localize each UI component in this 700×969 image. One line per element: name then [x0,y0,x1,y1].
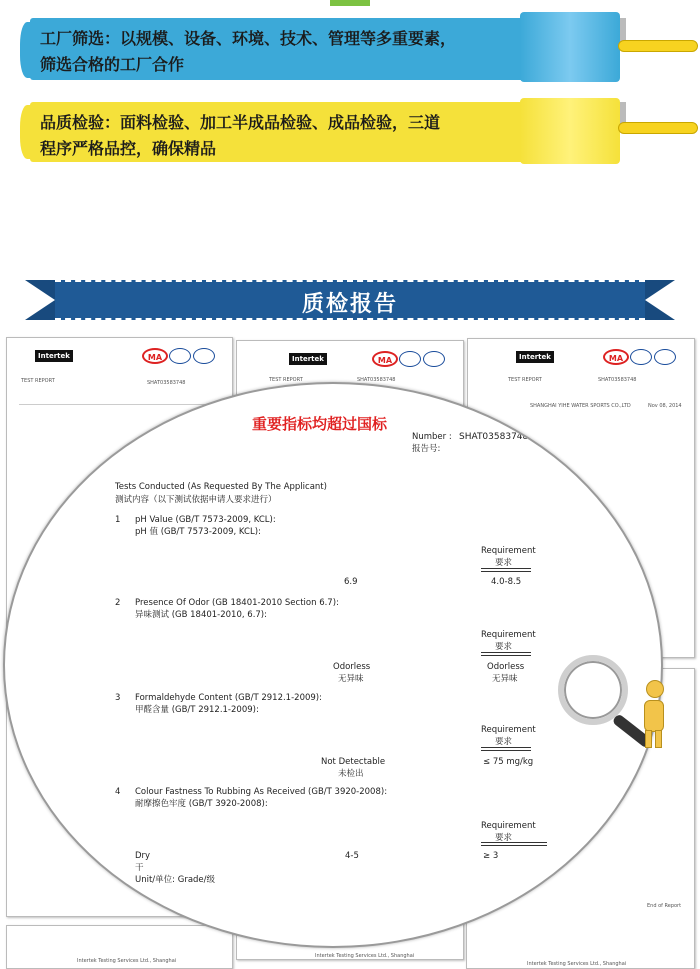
factory-screening-banner [30,18,550,80]
report-sheet [6,925,233,969]
requirement-label-cn: 要求 [495,642,513,652]
intertek-logo: Intertek [35,350,73,362]
sheet-number: SHAT03583748 [357,377,396,383]
requirement-label-cn: 要求 [495,833,513,843]
paint-roller-blue-icon [520,12,620,82]
cma-mark-icon: MA [603,349,629,365]
quality-banner-line1: 品质检验：面料检验、加工半成品检验、成品检验，三道 [40,113,441,132]
test-number: 3 [115,693,121,703]
test-name: Presence Of Odor (GB 18401-2010 Section 6.7): [135,598,339,608]
row-label-cn: 干 [135,863,144,873]
sheet-footer: Intertek Testing Services Ltd., Shanghai [315,953,415,959]
requirement-label: Requirement [481,546,536,556]
test-requirement: ≥ 3 [483,851,499,861]
cnas-mark-icon [654,349,676,365]
ilac-mark-icon [399,351,421,367]
roller-handle-icon [618,40,698,52]
requirement-label: Requirement [481,725,536,735]
test-result: Odorless [333,662,371,672]
test-name-cn: 甲醛含量 (GB/T 2912.1-2009): [135,705,259,715]
sheet-header: TEST REPORT [508,377,542,383]
intertek-logo: Intertek [289,353,327,365]
sheet-number: SHAT03583748 [598,377,637,383]
sheet-header: TEST REPORT [269,377,303,383]
tests-title-cn: 测试内容（以下测试依据申请人要求进行） [115,495,277,505]
test-result-cn: 未检出 [338,769,364,779]
number-label: Number : [412,432,452,442]
test-number: 1 [115,515,121,525]
test-result: 4-5 [345,851,359,861]
test-requirement-cn: 无异味 [492,674,518,684]
factory-banner-line1: 工厂筛选：以规模、设备、环境、技术、管理等多重要素， [40,29,457,48]
requirement-label-cn: 要求 [495,737,513,747]
requirement-label: Requirement [481,630,536,640]
intertek-logo: Intertek [516,351,554,363]
figure-leg-icon [645,730,652,748]
top-decor-strip [330,0,370,6]
row-label: Dry [135,851,151,861]
double-rule [481,842,547,846]
figure-head-icon [646,680,664,698]
sheet-number: SHAT03583748 [147,380,186,386]
highlight-heading: 重要指标均超过国标 [252,415,388,433]
cnas-mark-icon [423,351,445,367]
test-requirement: ≤ 75 mg/kg [483,757,534,767]
tests-title: Tests Conducted (As Requested By The Applicant) [115,482,327,492]
test-requirement: Odorless [487,662,525,672]
factory-banner-line2: 筛选合格的工厂合作 [40,55,185,74]
applicant: SHANGHAI YIHE WATER SPORTS CO.,LTD [530,403,631,409]
test-name: Colour Fastness To Rubbing As Received (GB/T 3920-2008): [135,787,388,797]
test-requirement: 4.0-8.5 [491,577,522,587]
test-result-cn: 无异味 [338,674,364,684]
test-number: 2 [115,598,121,608]
sheet-header: TEST REPORT [21,378,55,384]
requirement-label-cn: 要求 [495,558,513,568]
end-of-report: End of Report [647,903,682,909]
figure-leg-icon [655,730,662,748]
section-ribbon [0,275,700,325]
requirement-label: Requirement [481,821,536,831]
ilac-mark-icon [630,349,652,365]
test-name-cn: 异味测试 (GB 18401-2010, 6.7): [135,610,267,620]
roller-handle-icon [618,122,698,134]
figure-body-icon [644,700,664,732]
double-rule [481,568,531,572]
double-rule [481,652,531,656]
unit-label: Unit/单位: Grade/级 [135,875,216,885]
sheet-footer: Intertek Testing Services Ltd., Shanghai [527,961,627,967]
cma-mark-icon: MA [142,348,168,364]
section-title: 质检报告 [301,292,398,317]
test-result: Not Detectable [321,757,386,767]
quality-banner-line2: 程序严格品控，确保精品 [40,139,217,158]
test-name: pH Value (GB/T 7573-2009, KCL): [135,515,276,525]
test-result: 6.9 [344,577,358,587]
cnas-mark-icon [193,348,215,364]
report-date: Nov 08, 2014 [648,403,682,409]
test-name: Formaldehyde Content (GB/T 2912.1-2009): [135,693,322,703]
number-value: SHAT03583748 [459,432,529,442]
magnified-report-oval [3,382,663,948]
test-name-cn: pH 值 (GB/T 7573-2009, KCL): [135,527,261,537]
paint-roller-yellow-icon [520,98,620,164]
quality-inspection-banner [30,102,550,162]
cma-mark-icon: MA [372,351,398,367]
number-label-cn: 报告号: [412,444,441,454]
test-number: 4 [115,787,121,797]
double-rule [481,747,531,751]
sheet-footer: Intertek Testing Services Ltd., Shanghai [77,958,177,964]
test-name-cn: 耐摩擦色牢度 (GB/T 3920-2008): [135,799,268,809]
ilac-mark-icon [169,348,191,364]
